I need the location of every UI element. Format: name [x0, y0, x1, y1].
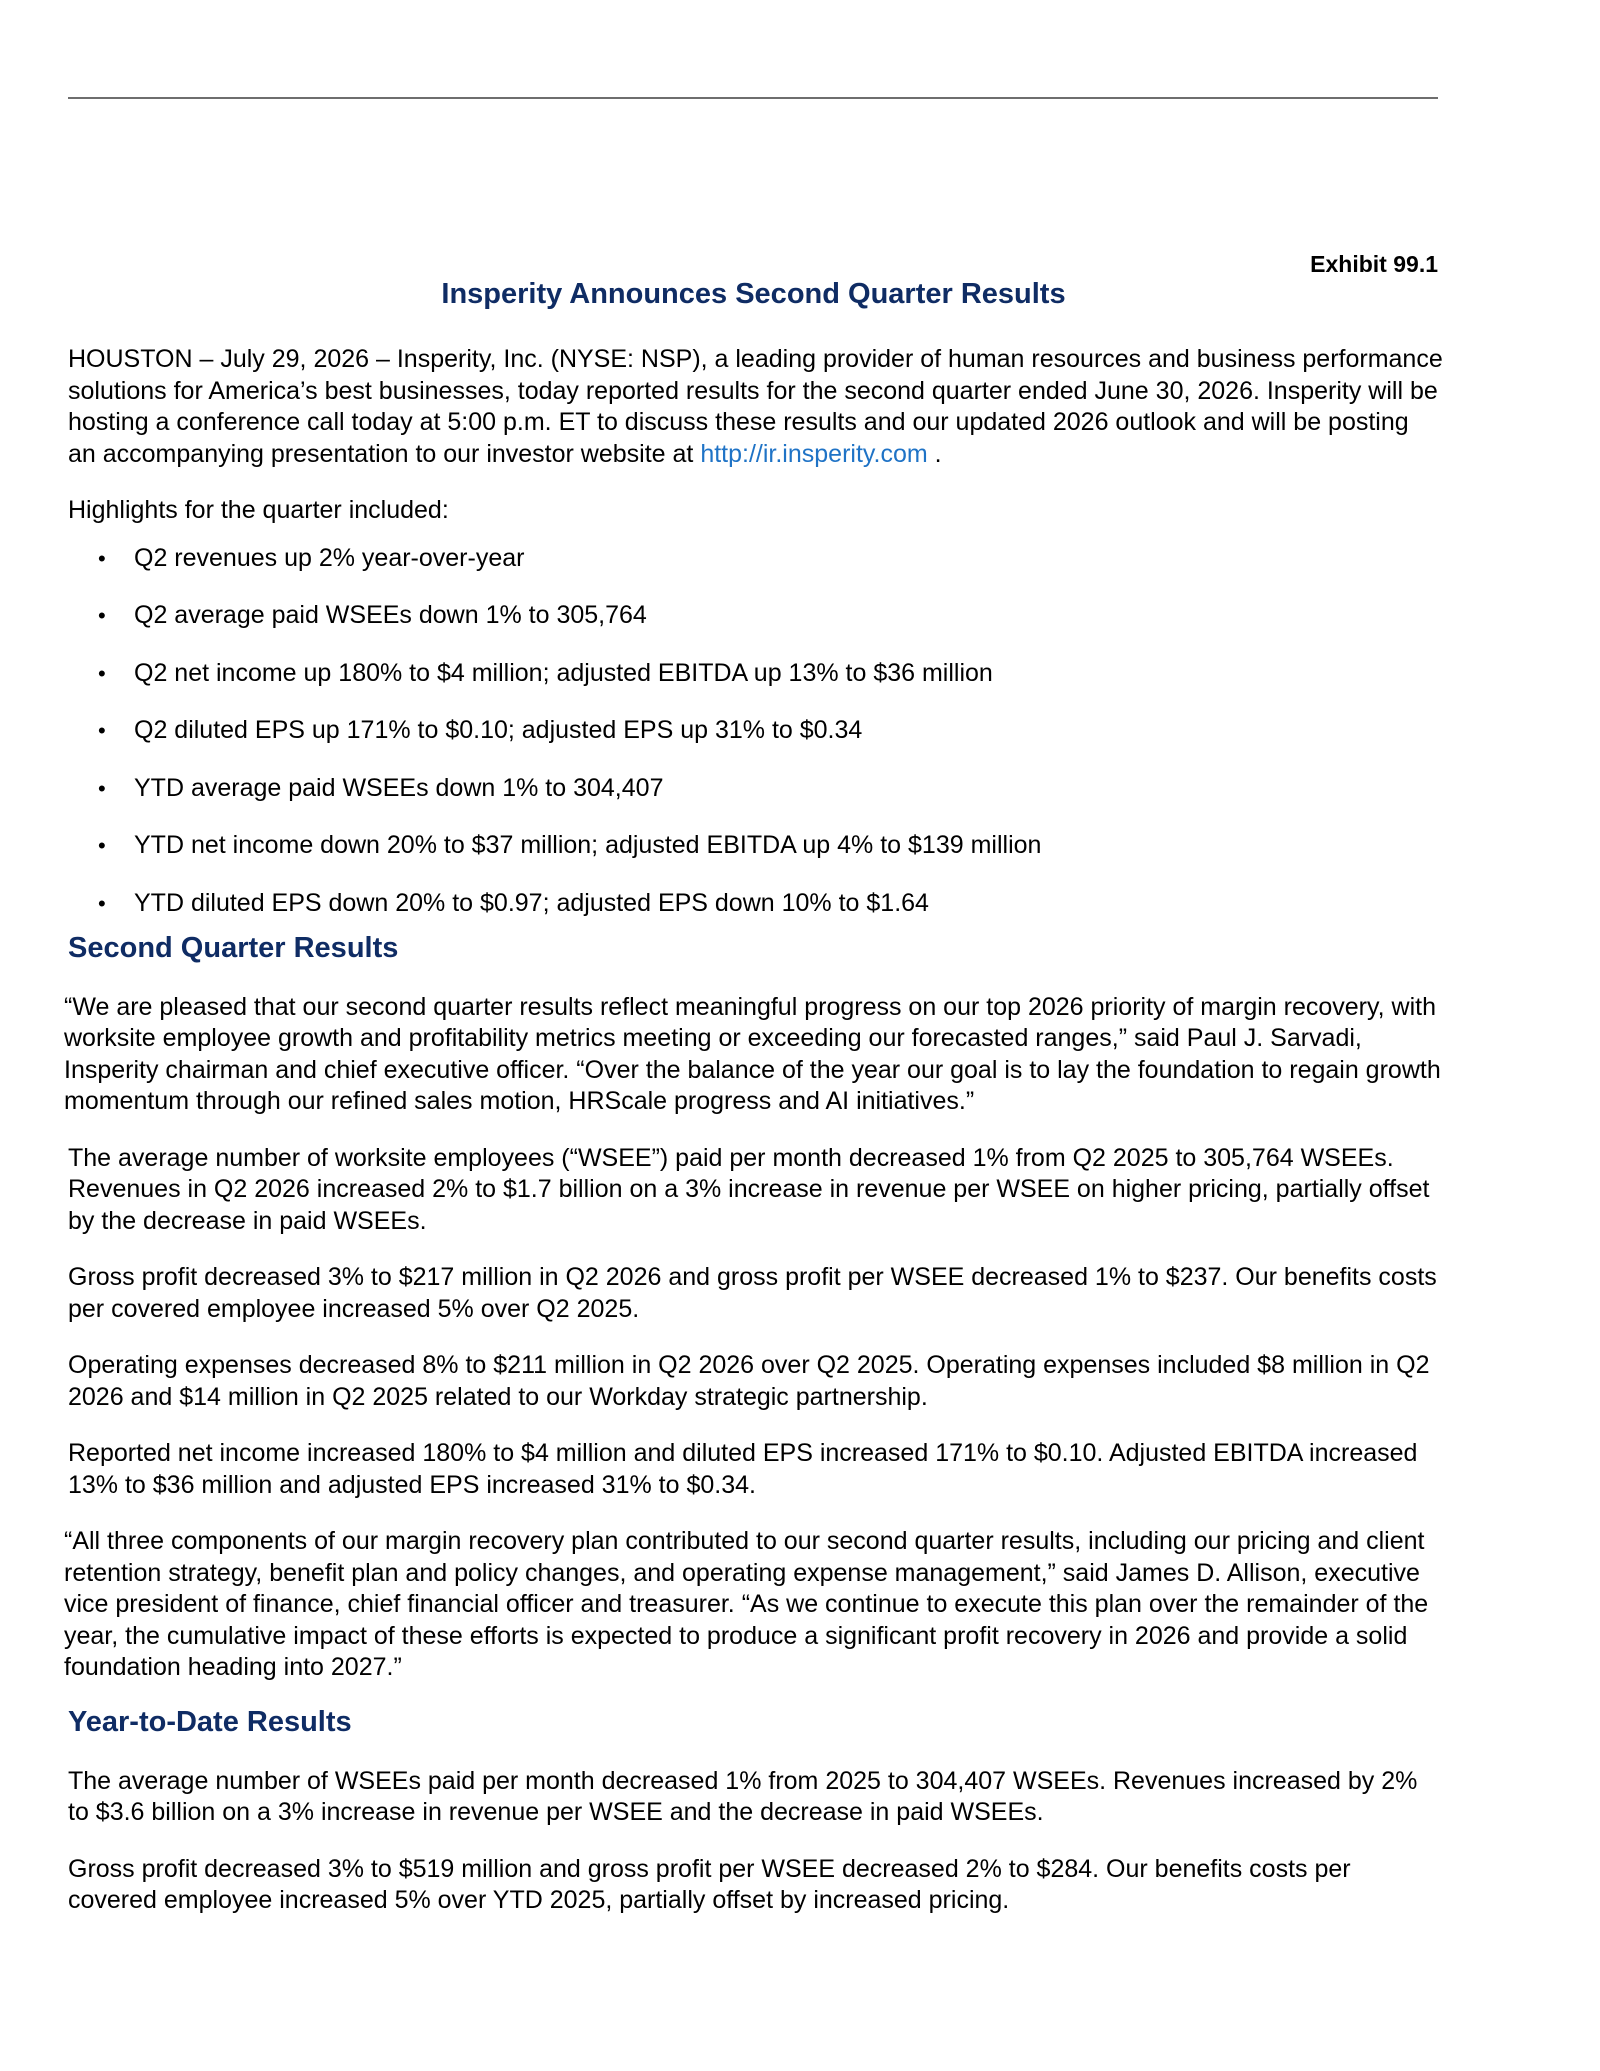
highlights-heading: Highlights for the quarter included:	[68, 496, 449, 524]
intro-paragraph	[68, 344, 1443, 470]
paragraph: The average number of worksite employees (“WSEE”) paid per month decreased 1% from Q2 2025 to 305,764 WSEEs. Revenues in Q2 2026 increased 2% to $1.7 billion on a 3% increase in revenue per WSEE on higher pricing, partially offset by the decrease in paid WSEEs.	[68, 1143, 1430, 1235]
bullet-icon: •	[98, 545, 106, 571]
list-item	[68, 830, 1443, 888]
document-title: Insperity Announces Second Quarter Results	[441, 278, 1066, 310]
paragraph: Reported net income increased 180% to $4 million and diluted EPS increased 171% to $0.10. Adjusted EBITDA increased 13% to $36 million and adjusted EPS increased 31% to $0.34.	[68, 1439, 1418, 1499]
list-item	[68, 773, 1443, 831]
intro-end: .	[927, 439, 942, 468]
paragraph: The average number of WSEEs paid per month decreased 1% from 2025 to 304,407 WSEEs. Revenues increased by 2% to $3.6 billion on a 3% increase in revenue per WSEE and the decrease in paid WSEEs.	[68, 1766, 1418, 1826]
paragraph: “All three components of our margin recovery plan contributed to our second quarter results, including our pricing and client retention strategy, benefit plan and policy changes, and operating expense management,” said James D. Allison, executive vice president of finance, chief financial officer and treasurer. “As we continue to execute this plan over the remainder of the year, the cumulative impact of these efforts is expected to produce a significant profit recovery in 2026 and provide a solid foundation heading into 2027.”	[64, 1527, 1429, 1681]
top-divider	[68, 97, 1438, 99]
bullet-icon: •	[98, 833, 106, 858]
intro-text: HOUSTON – July 29, 2026 – Insperity, Inc. (NYSE: NSP), a leading provider of human resources and business performance solutions for America’s best businesses, today reported results for the second quarter ended June 30, 2026. Insperity will be hosting a conference call today at 5:00 p.m. ET to discuss these results and our updated 2026 outlook and will be posting an accompanying presentation to our investor website at	[68, 345, 1443, 468]
bullet-icon: •	[98, 890, 106, 916]
list-item	[68, 658, 1443, 716]
highlight-text: YTD average paid WSEEs down 1% to 304,407	[134, 773, 664, 802]
section-heading-q2: Second Quarter Results	[68, 931, 399, 964]
list-item	[68, 715, 1443, 773]
bullet-icon: •	[98, 718, 106, 743]
highlight-text: Q2 revenues up 2% year-over-year	[134, 543, 525, 572]
paragraph: Gross profit decreased 3% to $217 million in Q2 2026 and gross profit per WSEE decreased 1% to $237. Our benefits costs per covered employee increased 5% over Q2 2025.	[68, 1263, 1437, 1323]
highlights-list	[68, 543, 1443, 928]
section-heading-ytd: Year-to-Date Results	[68, 1705, 352, 1738]
document-body	[64, 344, 1443, 1942]
exhibit-label: Exhibit 99.1	[1310, 251, 1438, 277]
highlight-text: Q2 average paid WSEEs down 1% to 305,764	[134, 601, 647, 629]
list-item	[68, 600, 1443, 658]
highlight-text: Q2 net income up 180% to $4 million; adjusted EBITDA up 13% to $36 million	[134, 658, 993, 687]
paragraph: Gross profit decreased 3% to $519 million and gross profit per WSEE decreased 2% to $284. Our benefits costs per covered employee increased 5% over YTD 2025, partially offset by increased pricing.	[68, 1854, 1351, 1914]
investor-website-link[interactable]: http://ir.insperity.com	[700, 439, 928, 468]
bullet-icon: •	[98, 775, 106, 801]
highlight-text: Q2 diluted EPS up 171% to $0.10; adjusted EPS up 31% to $0.34	[134, 716, 863, 744]
highlight-text: YTD diluted EPS down 20% to $0.97; adjusted EPS down 10% to $1.64	[134, 888, 929, 917]
bullet-icon: •	[98, 660, 106, 686]
bullet-icon: •	[98, 603, 106, 628]
list-item	[68, 888, 1443, 928]
paragraph: “We are pleased that our second quarter results reflect meaningful progress on our top 2026 priority of margin recovery, with worksite employee growth and profitability metrics meeting or exceeding our forecasted ranges,” said Paul J. Sarvadi, Insperity chairman and chief executive officer. “Over the balance of the year our goal is to lay the foundation to regain growth momentum through our refined sales motion, HRScale progress and AI initiatives.”	[64, 992, 1441, 1115]
list-item	[68, 543, 1443, 601]
paragraph: Operating expenses decreased 8% to $211 million in Q2 2026 over Q2 2025. Operating expenses included $8 million in Q2 2026 and $14 million in Q2 2025 related to our Workday strategic partnership.	[68, 1351, 1430, 1411]
highlight-text: YTD net income down 20% to $37 million; adjusted EBITDA up 4% to $139 million	[134, 831, 1042, 859]
